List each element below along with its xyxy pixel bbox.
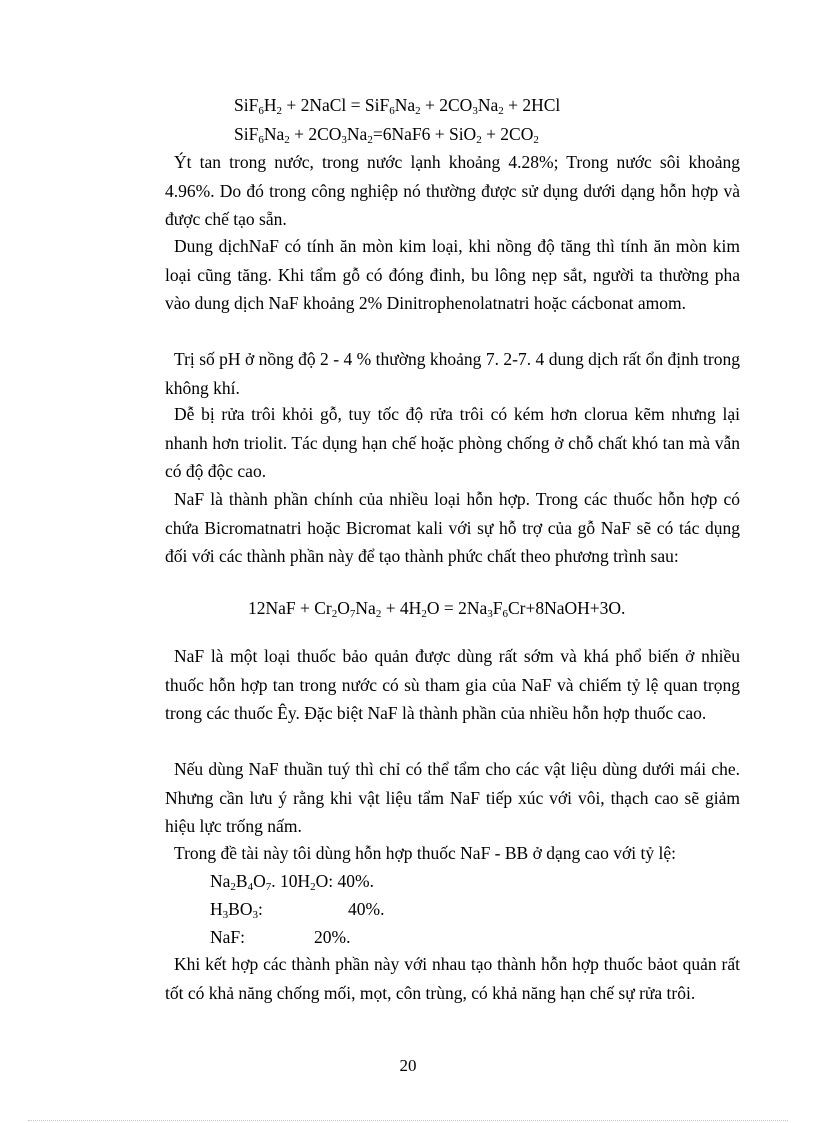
paragraph-ratio-intro: Trong đề tài này tôi dùng hỗn hợp thuốc NaF - BB ở dạng cao với tỷ lệ: <box>174 843 676 863</box>
paragraph-corrosion: Dung dịchNaF có tính ăn mòn kim loại, khi nồng độ tăng thì tính ăn mòn kim loại cũng tăng. Khi tẩm gỗ có đóng đinh, bu lông nẹp sắt, người ta thường pha vào dung dịch NaF khoảng 2% Dinitrophenolatnatri hoặc cácbonat amom. <box>165 236 740 313</box>
paragraph-pure-naf: Nếu dùng NaF thuần tuý thì chỉ có thể tẩm cho các vật liệu dùng dưới mái che. Nhưng cần lưu ý rằng khi vật liệu tẩm NaF tiếp xúc với vôi, thạch cao sẽ giảm hiệu lực trống nấm. <box>165 759 740 836</box>
paragraph-history: NaF là một loại thuốc bảo quản được dùng rất sớm và khá phổ biến ở nhiều thuốc hỗn hợp tan trong nước có sù tham gia của NaF và chiếm tỷ lệ quan trọng trong các thuốc Êy. Đặc biệt NaF là thành phần của nhiều hỗn hợp thuốc cao. <box>165 646 740 723</box>
paragraph-solubility: Ýt tan trong nước, trong nước lạnh khoảng 4.28%; Trong nước sôi khoảng 4.96%. Do đó trong công nghiệp nó thường được sử dụng dưới dạng hỗn hợp và được chế tạo sẵn. <box>165 152 740 229</box>
equation-2: $SiF_6Na_2 + 2CO_3Na_2=6NaF6 + SiO_2 + 2CO_2$ <box>234 124 539 146</box>
equation-3: $12NaF + Cr_2O_7Na_2 + 4H_2O$ = $2Na_3F_6Cr+8NaOH+3O$. <box>248 598 626 620</box>
page-number: 20 <box>399 1056 417 1075</box>
ratio-row-boric-acid: $H_3BO_3$: 40%. <box>210 899 385 921</box>
equation-1: $SiF_6H_2$ + 2NaCl = $SiF_6Na_2 + 2CO_3Na_2 + 2HCl$ <box>234 95 561 117</box>
paragraph-ph: Trị số pH ở nồng độ 2 - 4 % thường khoảng 7. 2-7. 4 dung dịch rất ổn định trong không khí. <box>165 349 740 398</box>
ratio-row-naf: NaF: 20%. <box>210 927 351 947</box>
ratio-value-boric-acid: 40%. <box>348 899 385 919</box>
paragraph-conclusion: Khi kết hợp các thành phần này với nhau tạo thành hỗn hợp thuốc bảot quản rất tốt có khả năng chống mối, mọt, côn trùng, có khả năng hạn chế sự rửa trôi. <box>165 954 740 1003</box>
paragraph-mixtures: NaF là thành phần chính của nhiều loại hỗn hợp. Trong các thuốc hỗn hợp có chứa Bicromatnatri hoặc Bicromat kali với sự hỗ trợ của gỗ NaF sẽ có tác dụng đối với các thành phần này để tạo thành phức chất theo phương trình sau: <box>165 489 740 566</box>
footer-divider <box>28 1120 788 1121</box>
ratio-row-borax: $Na_2B_4O_7$. $10H_2O$: 40%. <box>210 871 374 893</box>
ratio-value-naf: 20%. <box>314 927 351 947</box>
paragraph-leaching: Dễ bị rửa trôi khỏi gỗ, tuy tốc độ rửa trôi có kém hơn clorua kẽm nhưng lại nhanh hơn triolit. Tác dụng hạn chế hoặc phòng chống ở chỗ chất khó tan mà vẫn có độ độc cao. <box>165 404 740 481</box>
